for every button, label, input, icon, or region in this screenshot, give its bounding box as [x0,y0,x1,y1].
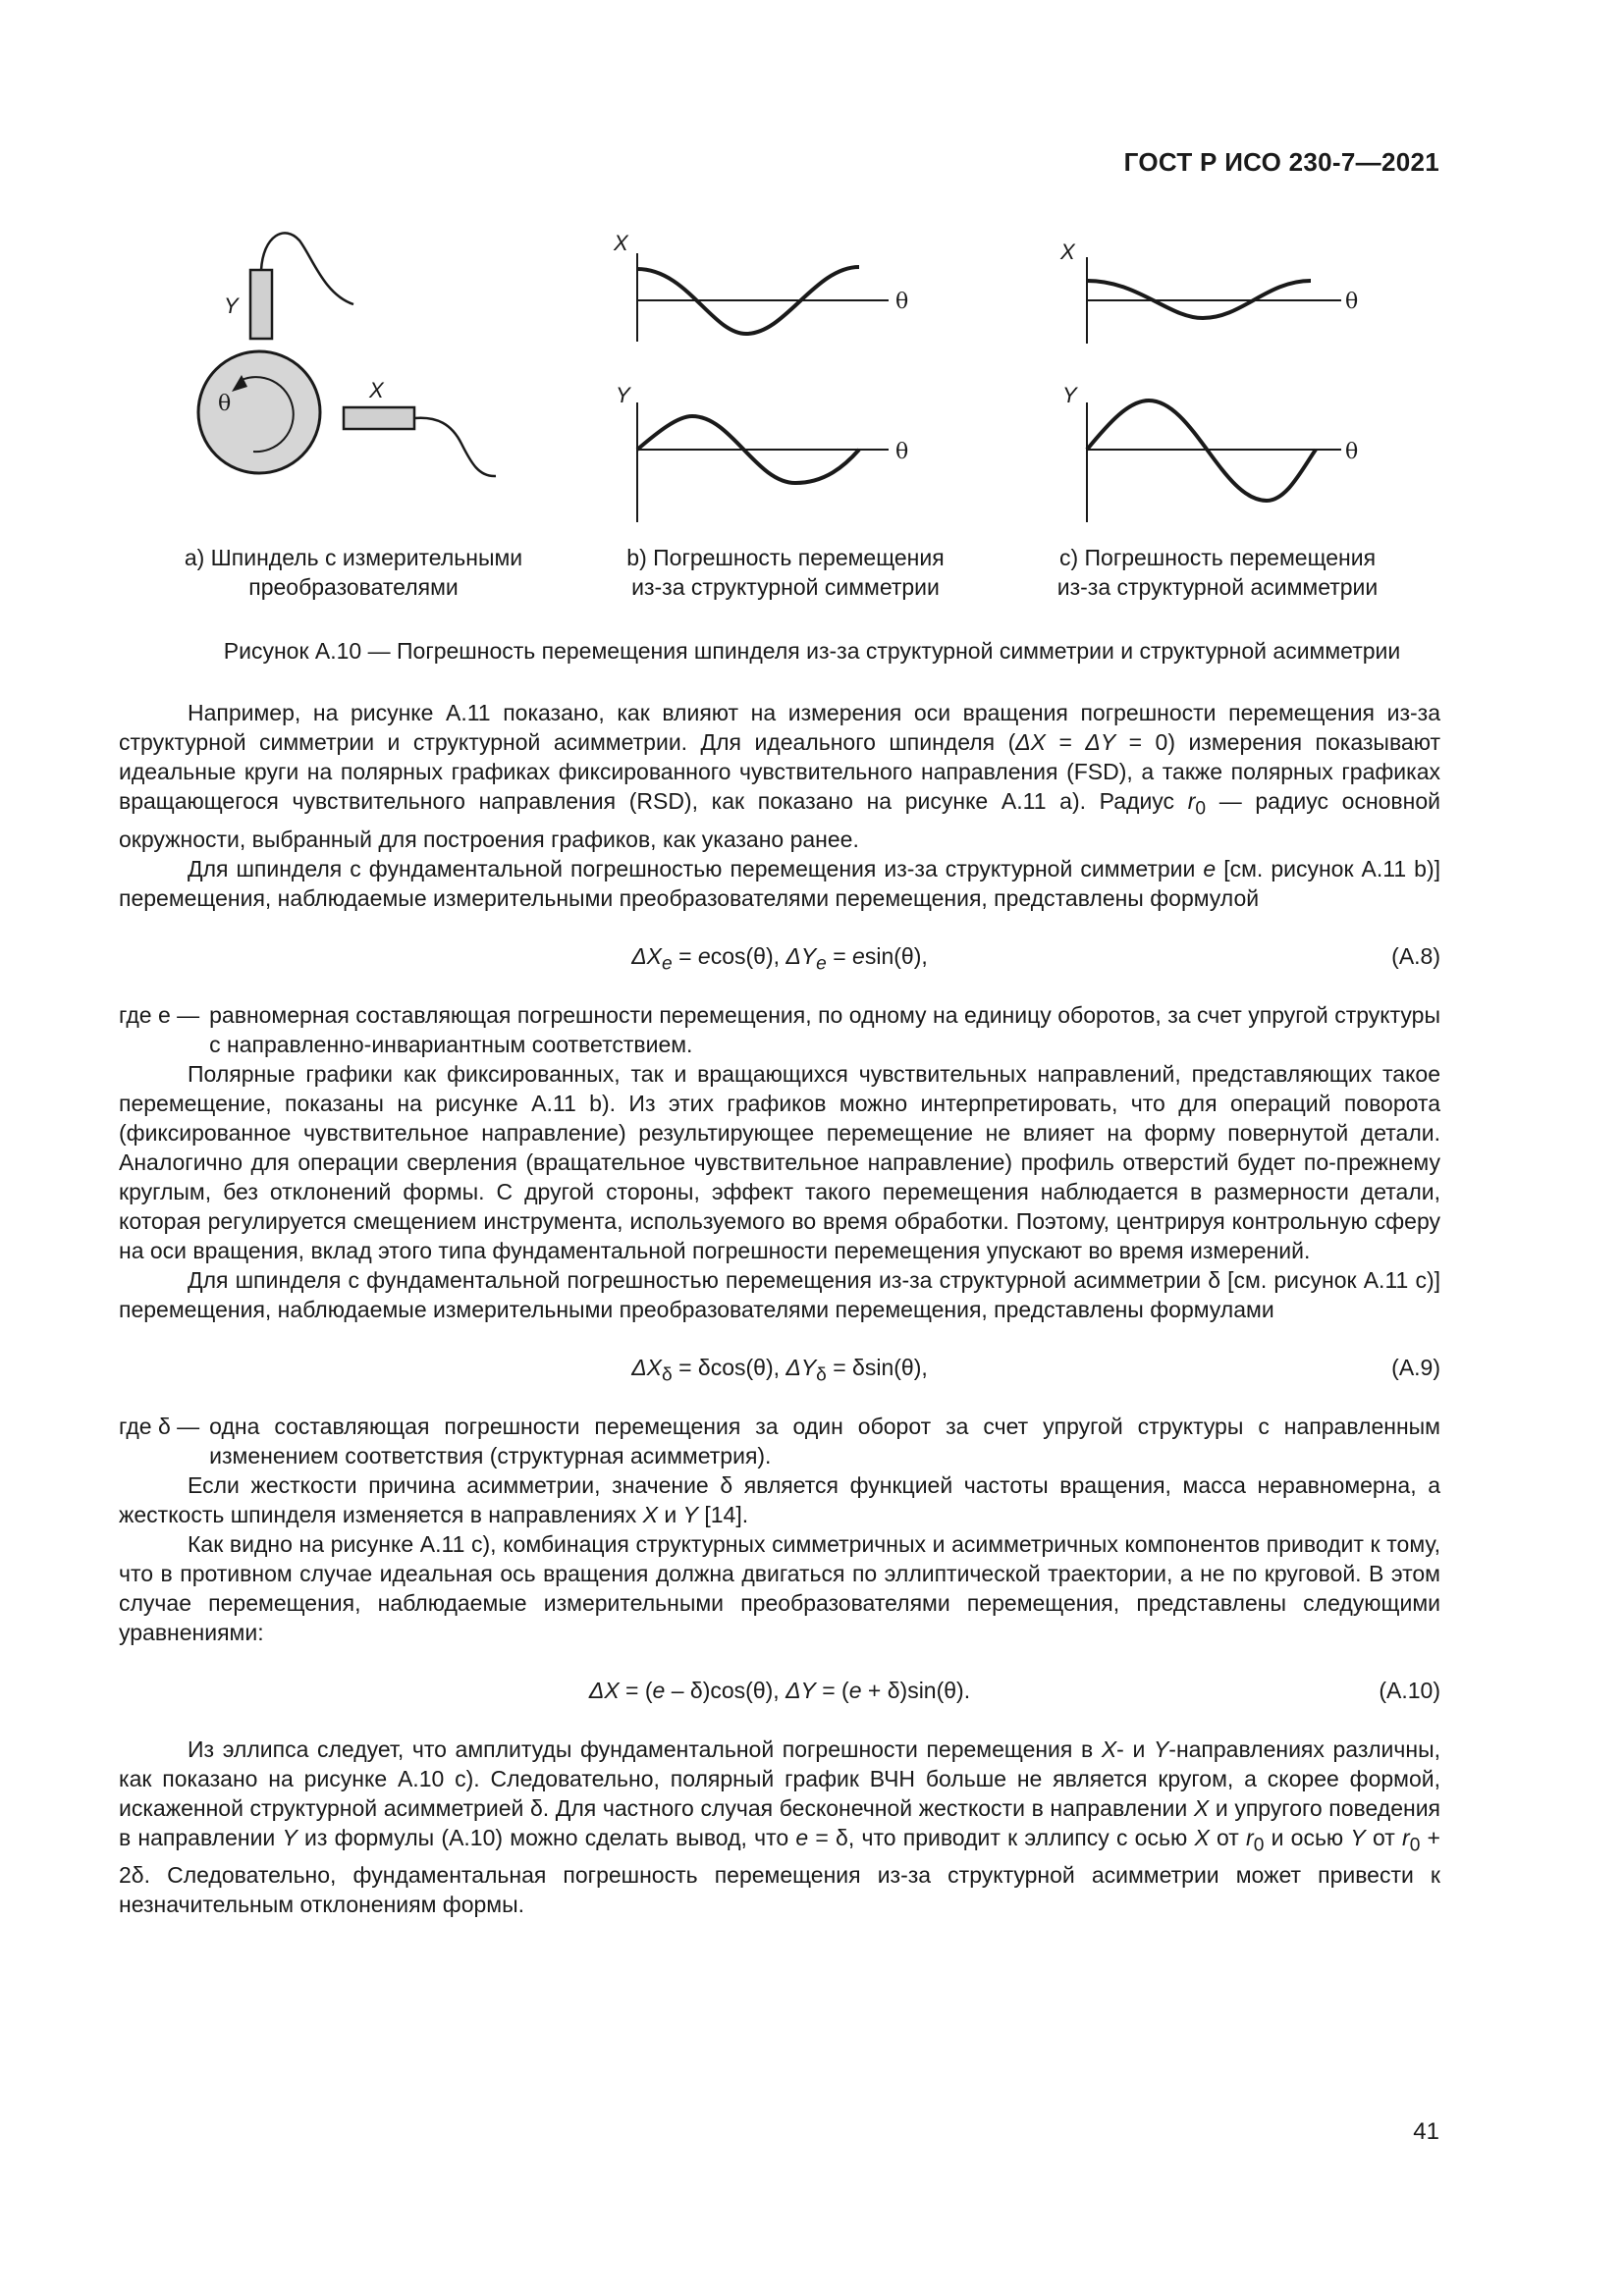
paragraph-3: Полярные графики как фиксированных, так и вращающихся чувствительных направлений, представляющих такое перемещение, показаны на рисунке А.11 b). Из этих графиков можно интерпретировать, что для операций поворота (фиксированное чувствительное направление) результирующее перемещение не влияет на форму повернутой детали. Аналогично для операции сверления (вращательное чувствительное направление) профиль отверстий будет по-прежнему круглым, без отклонений формы. С другой стороны, эффект такого перемещения наблюдается в размерности детали, которая регулируется смещением инструмента, используемого во время обработки. Поэтому, центрируя контрольную сферу на оси вращения, вклад этого типа фундаментальной погрешности перемещения упускают во время измерений. [119,1060,1440,1263]
body-text [119,698,1440,1919]
document-header: ГОСТ Р ИСО 230-7—2021 [1123,147,1439,177]
figure-a10-drawing [0,0,1624,609]
panel-b-y-label: Y [616,383,630,407]
panel-b-x-label: X [614,231,628,255]
where-e [119,1000,1440,1059]
caption-c [1011,543,1424,602]
label-y-transducer: Y [224,294,239,318]
caption-b [579,543,992,602]
where-delta [119,1412,1440,1470]
where-delta-term: где δ — [119,1413,200,1439]
paragraph-7: Из эллипса следует, что амплитуды фундаментальной погрешности перемещения в X- и Y-направлениях различны, как показано на рисунке А.10 с). Следовательно, полярный график ВЧН больше не является кругом, а скорее формой, искаженной структурной асимметрией δ. Для частного случая бесконечной жесткости в направлении X и упругого поведения в направлении Y из формулы (А.10) можно сделать вывод, что e = δ, что приводит к эллипсу с осью X от $r_0$ и осью Y от $r_0 + 2\delta$. Следовательно, фундаментальная погрешность перемещения из-за структурной асимметрии может привести к незначительным отклонениям формы. [119,1735,1440,1918]
formula-a8 [119,941,1440,975]
formula-a10-number: (А.10) [1379,1677,1440,1703]
paragraph-2: Для шпинделя с фундаментальной погрешностью перемещения из-за структурной симметрии e [см. рисунок А.11 b)] перемещения, наблюдаемые измерительными преобразователями перемещения, представлены формулой [119,855,1440,911]
where-delta-description: одна составляющая погрешности перемещения за один оборот за счет упругой структуры с направленным изменением соответствия (структурная асимметрия). [209,1413,1440,1468]
panel-b-theta-label-bottom: θ [895,440,909,464]
page-number: 41 [1413,2118,1439,2145]
transducer-x [344,407,414,429]
formula-a9 [119,1353,1440,1386]
formula-a8-number: (А.8) [1391,942,1440,969]
spindle-circle [198,351,320,473]
caption-a [147,543,560,602]
paragraph-1: Например, на рисунке А.11 показано, как влияют на измерения оси вращения погрешности перемещения из-за структурной симметрии и структурной асимметрии. Для идеального шпинделя (ΔX = ΔY = 0) измерения показывают идеальные круги на полярных графиках фиксированного чувствительного направления (FSD), а также полярных графиках вращающегося чувствительного направления (RSD), как показано на рисунке А.11 а). Радиус $r_0$ — радиус основной окружности, выбранный для построения графиков, как указано ранее. [119,700,1440,852]
paragraph-5: Если жесткости причина асимметрии, значение δ является функцией частоты вращения, масса неравномерна, а жесткость шпинделя изменяется в направлениях X и Y [14]. [119,1471,1440,1527]
figure-a10 [0,0,1624,609]
caption-b-line2: из-за структурной симметрии [631,574,940,600]
caption-c-line1: c) Погрешность перемещения [1058,545,1377,570]
panel-c-theta-label-bottom: θ [1345,440,1359,464]
caption-c-line2: из-за структурной асимметрии [1056,574,1379,600]
panel-c-y-label: Y [1062,383,1077,407]
where-e-term: где e — [119,1001,200,1028]
panel-b-theta-label-top: θ [895,290,909,314]
formula-a10-expression: ΔX = (e – δ)cos(θ), ΔY = (e + δ)sin(θ). [588,1677,971,1703]
spindle-diagram [198,233,496,476]
label-theta-spindle: θ [218,392,232,416]
panel-c-x-label: X [1060,240,1075,264]
paragraph-6: Как видно на рисунке А.11 с), комбинация структурных симметричных и асимметричных компонентов приводит к тому, что в противном случае идеальная ось вращения должна двигаться по эллиптической траектории, а не по круговой. В этом случае перемещения, наблюдаемые измерительными преобразователями перемещения, представлены следующими уравнениями: [119,1530,1440,1645]
formula-a10 [119,1676,1440,1705]
figure-title: Рисунок А.10 — Погрешность перемещения шпинделя из-за структурной симметрии и структурной асимметрии [223,638,1401,664]
formula-a9-expression: $\Delta X_\delta = \delta\cos(\theta)$, $\Delta Y_\delta = \delta\sin(\theta)$, [631,1354,928,1386]
formula-a8-expression: $\Delta X_e = ecos(\theta)$, $\Delta Y_e = esin(\theta)$, [631,942,928,975]
where-e-description: равномерная составляющая погрешности перемещения, по одному на единицу оборотов, за счет упругой структуры с направленно-инвариантным соответствием. [209,1001,1440,1057]
panel-c-theta-label-top: θ [1345,290,1359,314]
transducer-y [250,270,272,339]
caption-a-line2: преобразователями [248,574,459,600]
label-x-transducer: X [369,378,384,402]
cable-x [414,418,496,476]
formula-a9-number: (А.9) [1391,1354,1440,1380]
paragraph-4: Для шпинделя с фундаментальной погрешностью перемещения из-за структурной асимметрии δ [см. рисунок А.11 с)] перемещения, наблюдаемые измерительными преобразователями перемещения, представлены формулами [119,1266,1440,1322]
cable-y [261,233,353,304]
caption-b-line1: b) Погрешность перемещения [626,545,945,570]
caption-a-line1: а) Шпиндель с измерительными [184,545,523,570]
